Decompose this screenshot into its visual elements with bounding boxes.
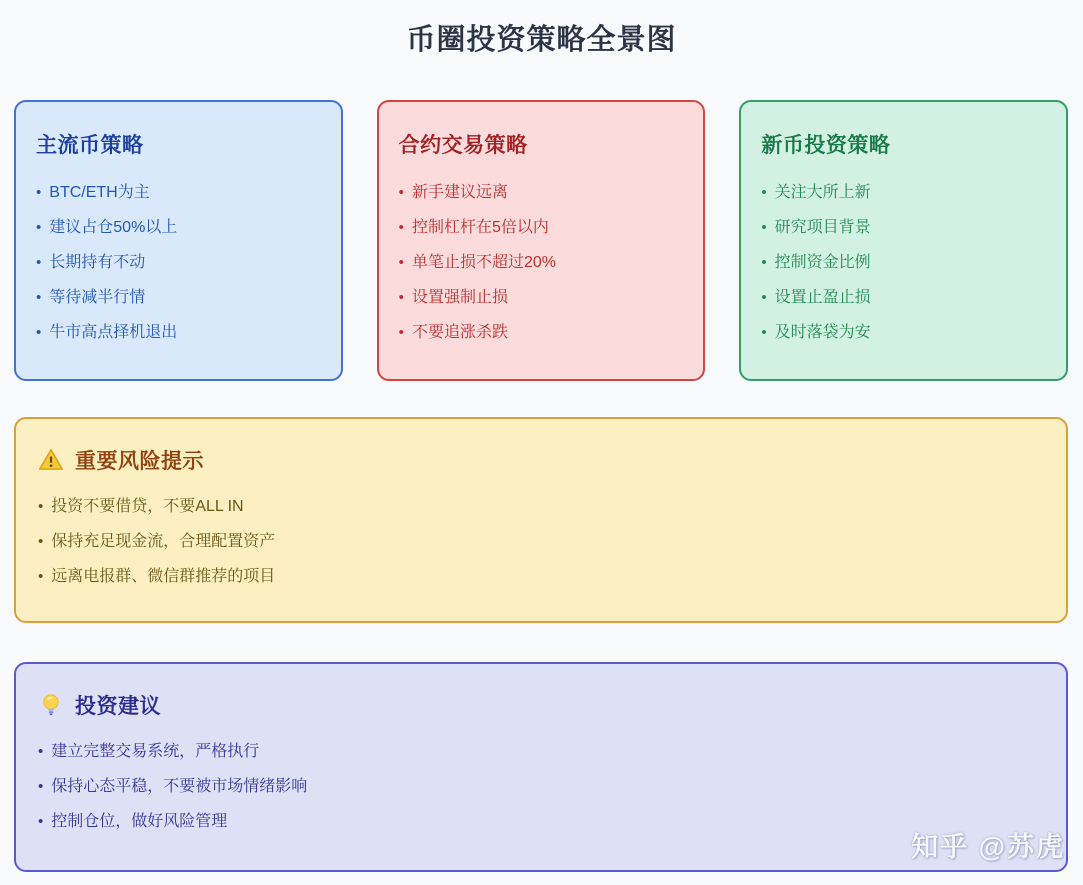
list-item: • 不要追涨杀跌	[399, 323, 684, 342]
list-item: • 单笔止损不超过20%	[399, 253, 684, 272]
new-coin-strategy-card	[739, 100, 1068, 381]
advice-list	[38, 742, 1044, 831]
newcoin-strategy-list	[761, 183, 1046, 342]
list-item: • 设置强制止损	[399, 288, 684, 307]
lightbulb-icon	[38, 692, 64, 718]
list-item: • 建立完整交易系统，严格执行	[38, 742, 1044, 761]
risk-warning-panel	[14, 417, 1068, 623]
list-item: • 关注大所上新	[761, 183, 1046, 202]
card-title-contract: 合约交易策略	[398, 134, 528, 157]
list-item: • 研究项目背景	[761, 218, 1046, 237]
list-item: • 设置止盈止损	[761, 288, 1046, 307]
list-item: • 保持充足现金流，合理配置资产	[38, 532, 1044, 551]
strategy-cards-row	[14, 100, 1068, 381]
list-item: • 长期持有不动	[36, 253, 321, 272]
mainstream-strategy-list	[36, 183, 321, 342]
list-item: • 新手建议远离	[399, 183, 684, 202]
mainstream-coin-strategy-card	[14, 100, 343, 381]
list-item: • 建议占仓50%以上	[36, 218, 321, 237]
card-title-mainstream: 主流币策略	[36, 134, 144, 157]
list-item: • 控制杠杆在5倍以内	[399, 218, 684, 237]
contract-trading-strategy-card	[377, 100, 706, 381]
investment-advice-panel	[14, 662, 1068, 872]
advice-panel-title: 投资建议	[75, 695, 161, 718]
warning-icon	[38, 447, 64, 473]
risk-list	[38, 497, 1044, 586]
list-item: • 控制仓位，做好风险管理	[38, 812, 1044, 831]
card-title-newcoin: 新币投资策略	[761, 134, 891, 157]
list-item: • 牛市高点择机退出	[36, 323, 321, 342]
risk-title-row	[38, 445, 1044, 475]
list-item: • 保持心态平稳，不要被市场情绪影响	[38, 777, 1044, 796]
list-item: • 控制资金比例	[761, 253, 1046, 272]
watermark: 知乎 @苏虎	[911, 832, 1065, 862]
list-item: • 及时落袋为安	[761, 323, 1046, 342]
advice-title-row	[38, 690, 1044, 720]
contract-strategy-list	[399, 183, 684, 342]
list-item: • BTC/ETH为主	[36, 183, 321, 202]
risk-panel-title: 重要风险提示	[75, 450, 204, 473]
list-item: • 等待减半行情	[36, 288, 321, 307]
list-item: • 远离电报群、微信群推荐的项目	[38, 567, 1044, 586]
list-item: • 投资不要借贷，不要ALL IN	[38, 497, 1044, 516]
page-title: 币圈投资策略全景图	[406, 24, 677, 56]
